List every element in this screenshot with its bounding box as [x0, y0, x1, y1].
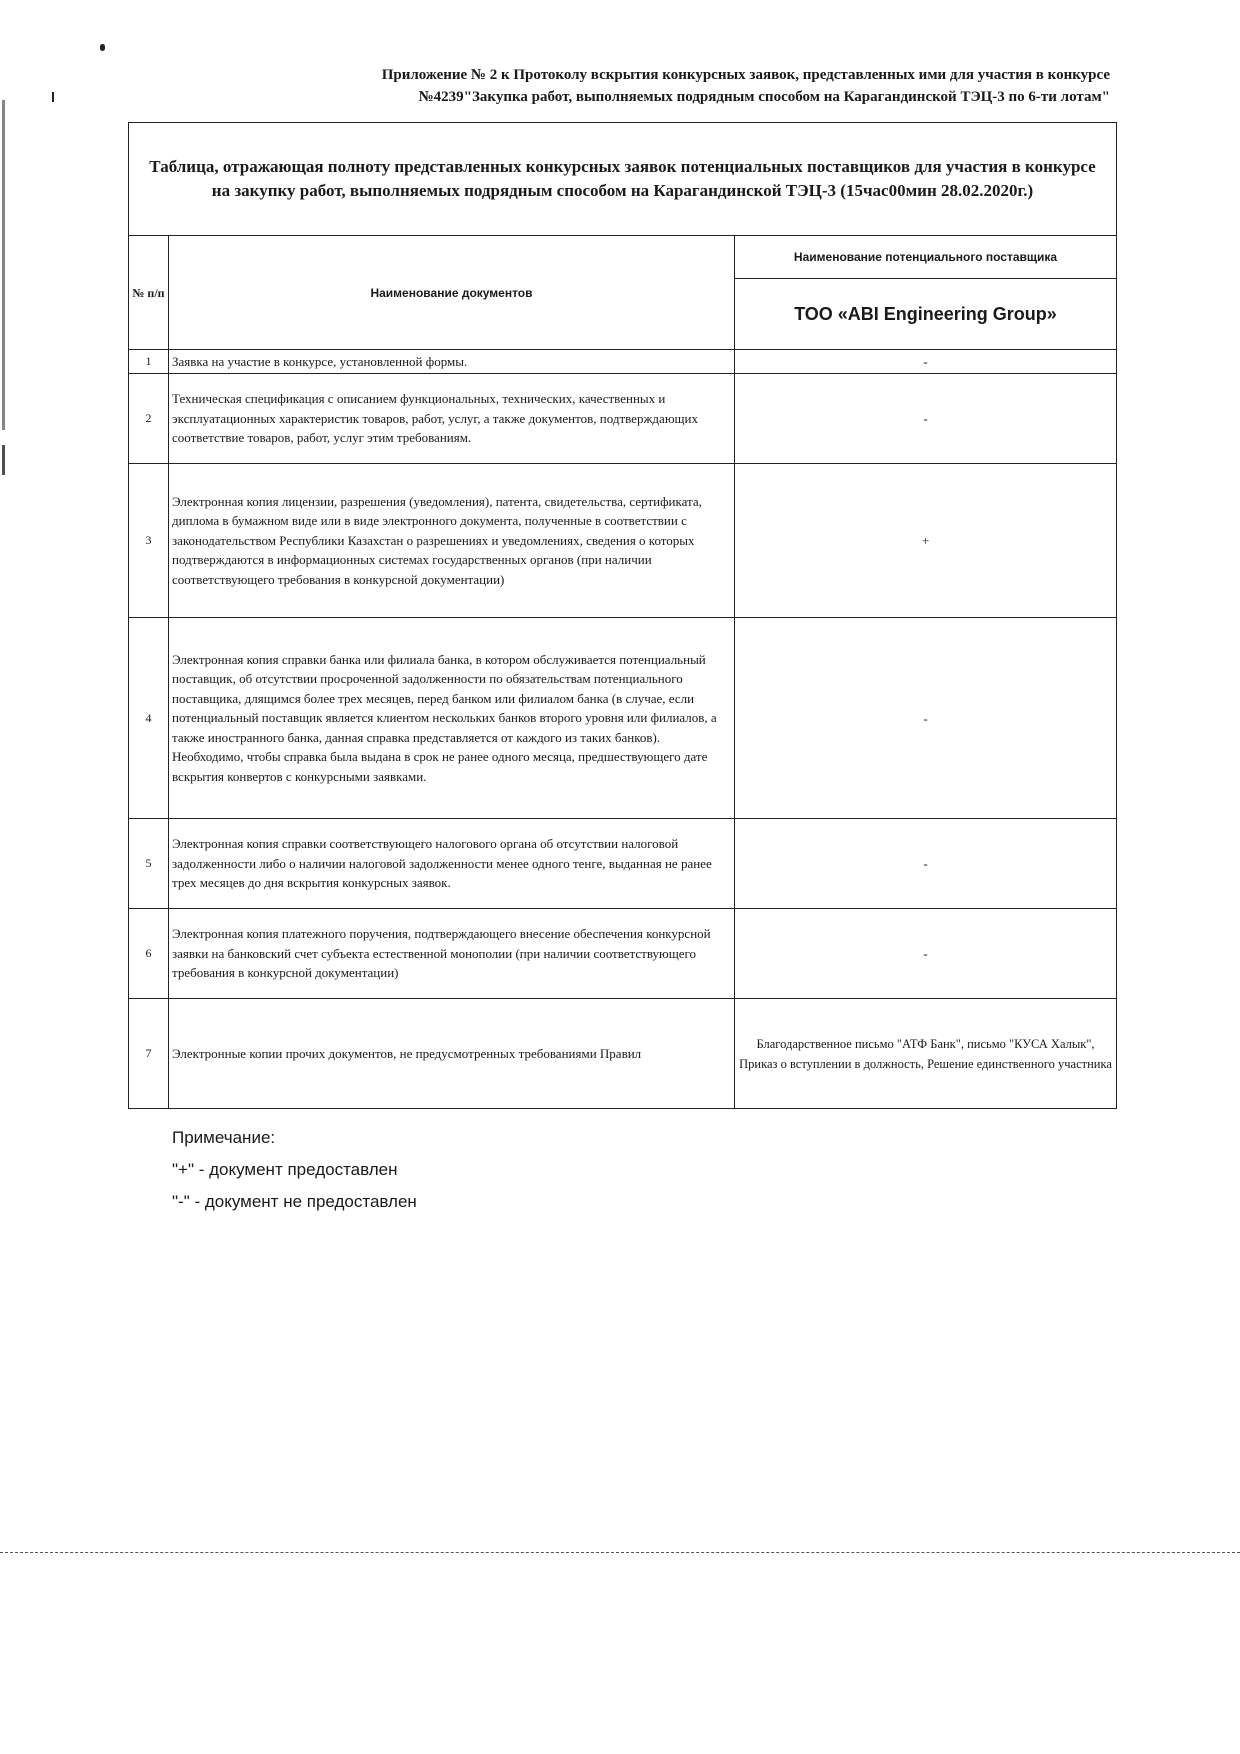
row-document: Техническая спецификация с описанием функциональных, технических, качественных и эксплуатационных характеристик товаров, работ, услуг, а также документов, подтверждающих соответствие товаров, работ, услуг этим требованиям.: [169, 374, 735, 464]
table-row: [129, 374, 1117, 464]
table-title: Таблица, отражающая полноту представленных конкурсных заявок потенциальных поставщиков для участия в конкурсе на закупку работ, выполняемых подрядным способом на Карагандинской ТЭЦ-3 (15час00мин 28.02.2020г.): [129, 123, 1117, 236]
completeness-table: [128, 122, 1117, 1109]
column-header-supplier: Наименование потенциального поставщика: [735, 236, 1117, 279]
header-line-2: №4239"Закупка работ, выполняемых подрядным способом на Карагандинской ТЭЦ-3 по 6-ти лотам": [418, 89, 1110, 105]
scan-mark: [100, 44, 105, 51]
row-document: Электронная копия справки банка или филиала банка, в котором обслуживается потенциальный поставщик, об отсутствии просроченной задолженности по обязательствам потенциального поставщика, длящимся более трех месяцев, перед банком или филиалом банка (в случае, если потенциальный поставщик является клиентом нескольких банков второго уровня или филиалов, а также иностранного банка, данная справка представляется от каждого из таких банков). Необходимо, чтобы справка была выдана в срок не ранее одного месяца, предшествующего дате вскрытия конвертов с конкурсными заявками.: [169, 618, 735, 819]
row-number: 4: [129, 618, 169, 819]
supplier-name: ТОО «ABI Engineering Group»: [735, 279, 1117, 350]
table-row: [129, 819, 1117, 909]
row-status: +: [735, 464, 1117, 618]
row-status: Благодарственное письмо "АТФ Банк", письмо "КУСА Халык", Приказ о вступлении в должность, Решение единственного участника: [735, 999, 1117, 1109]
column-header-number: № п/п: [129, 236, 169, 350]
document-header: [180, 64, 1110, 108]
row-status: -: [735, 819, 1117, 909]
header-line-1: Приложение № 2 к Протоколу вскрытия конкурсных заявок, представленных ими для участия в конкурсе: [381, 67, 1110, 83]
scan-mark: [2, 445, 5, 475]
note-minus: "-" - документ не предоставлен: [172, 1192, 417, 1211]
table-row: [129, 350, 1117, 374]
row-status: -: [735, 909, 1117, 999]
scan-mark: [52, 92, 54, 102]
table-row: [129, 909, 1117, 999]
row-number: 3: [129, 464, 169, 618]
notes: [172, 1128, 417, 1224]
row-status: -: [735, 618, 1117, 819]
row-number: 2: [129, 374, 169, 464]
row-number: 6: [129, 909, 169, 999]
row-number: 5: [129, 819, 169, 909]
row-number: 7: [129, 999, 169, 1109]
row-status: -: [735, 374, 1117, 464]
table-row: [129, 999, 1117, 1109]
row-document: Электронная копия платежного поручения, подтверждающего внесение обеспечения конкурсной заявки на банковский счет субъекта естественной монополии (при наличии соответствующего требования в конкурсной документации): [169, 909, 735, 999]
notes-title: Примечание:: [172, 1128, 276, 1147]
row-document: Заявка на участие в конкурсе, установленной формы.: [169, 350, 735, 374]
scan-mark: [2, 100, 5, 430]
note-plus: "+" - документ предоставлен: [172, 1160, 398, 1179]
row-document: Электронная копия лицензии, разрешения (уведомления), патента, свидетельства, сертификата, диплома в бумажном виде или в виде электронного документа, полученные в соответствии с законодательством Республики Казахстан о разрешениях и уведомлениях, сведения о которых подтверждаются в информационных системах государственных органов (при наличии соответствующего требования в конкурсной документации): [169, 464, 735, 618]
table-row: [129, 464, 1117, 618]
dashed-divider: [0, 1552, 1240, 1553]
column-header-documents: Наименование документов: [169, 236, 735, 350]
row-status: -: [735, 350, 1117, 374]
table-row: [129, 618, 1117, 819]
row-number: 1: [129, 350, 169, 374]
row-document: Электронная копия справки соответствующего налогового органа об отсутствии налоговой задолженности либо о наличии налоговой задолженности менее одного тенге, выданная не ранее трех месяцев до дня вскрытия конкурсных заявок.: [169, 819, 735, 909]
row-document: Электронные копии прочих документов, не предусмотренных требованиями Правил: [169, 999, 735, 1109]
